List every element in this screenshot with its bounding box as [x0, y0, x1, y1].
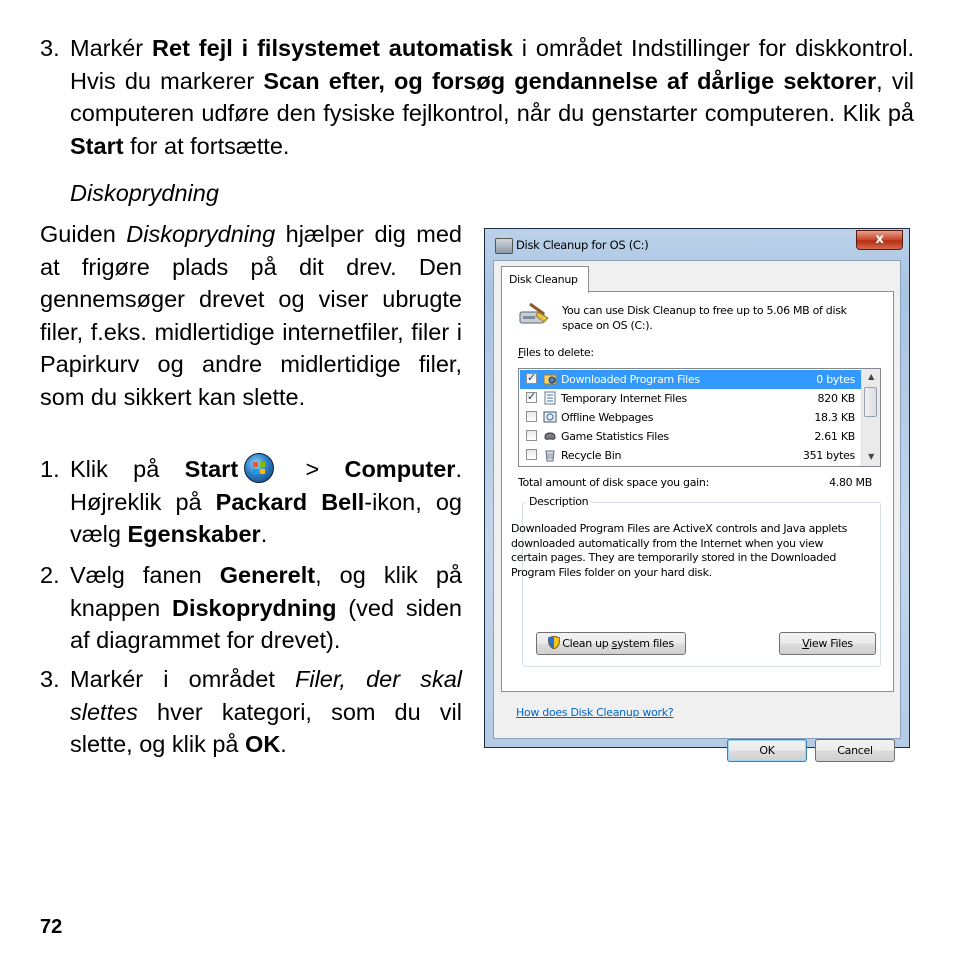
- checkbox[interactable]: [526, 411, 537, 422]
- intro-paragraph: Guiden Diskoprydning hjælper dig med at frigøre plads på dit drev. Den gennemsøger drevet og viser ubrugte filer, f.eks. midlertidige internetfiler, filer i Papirkurv og andre midlertidige filer, som du sikkert kan slette.: [40, 221, 462, 410]
- checkbox[interactable]: [526, 449, 537, 460]
- list-number: 3.: [40, 666, 60, 692]
- tab-panel: [501, 291, 894, 692]
- drive-icon: [495, 238, 513, 254]
- step-text: Klik på Start > Computer. Højreklik på Packard Bell-ikon, og vælg Egenskaber.: [70, 453, 462, 551]
- list-item[interactable]: Game Statistics Files 2.61 KB: [520, 427, 861, 446]
- help-link[interactable]: How does Disk Cleanup work?: [516, 706, 674, 719]
- list-item[interactable]: Recycle Bin 351 bytes: [520, 446, 861, 465]
- view-files-button[interactable]: View Files: [779, 632, 876, 655]
- list-item[interactable]: ✓ Downloaded Program Files 0 bytes: [520, 370, 861, 389]
- page-icon: [543, 391, 557, 405]
- offline-page-icon: [543, 410, 557, 424]
- step-text: Vælg fanen Generelt, og klik på knappen Diskoprydning (ved siden af diagrammet for drevet).: [70, 562, 463, 653]
- checkbox[interactable]: [526, 392, 537, 403]
- scroll-down-icon[interactable]: ▼: [868, 452, 874, 461]
- cancel-button[interactable]: Cancel: [815, 739, 895, 762]
- clean-up-system-files-button[interactable]: Clean up system files: [536, 632, 686, 655]
- top-item-text: Markér Ret fejl i filsystemet automatisk i området Indstillinger for diskkontrol. Hvis du markerer Scan efter, og forsøg gendannelse af dårlige sektorer, vil computeren udføre den fysiske fejlkontrol, når du genstarter computeren. Klik på Start for at fortsætte.: [70, 35, 915, 159]
- list-number: 1.: [40, 456, 60, 482]
- window-title: Disk Cleanup for OS (C:): [516, 238, 649, 252]
- list-item[interactable]: ✓ Temporary Internet Files 820 KB: [520, 389, 861, 408]
- disk-cleanup-icon: [516, 302, 550, 326]
- tab-disk-cleanup[interactable]: Disk Cleanup: [501, 266, 589, 293]
- disk-cleanup-dialog: [484, 228, 910, 757]
- game-controller-icon: [543, 429, 557, 443]
- dialog-client-area: [493, 260, 901, 757]
- list-number: 2.: [40, 562, 60, 588]
- intro-text: You can use Disk Cleanup to free up to 5.06 MB of disk space on OS (C:).: [562, 304, 847, 332]
- description-label: Description: [526, 495, 591, 508]
- title-bar[interactable]: [485, 229, 909, 259]
- folder-gear-icon: [543, 372, 557, 386]
- shield-icon: [548, 636, 560, 649]
- recycle-bin-icon: [543, 448, 557, 462]
- files-listbox[interactable]: [518, 368, 881, 467]
- list-number: 3.: [40, 35, 60, 61]
- vertical-scrollbar[interactable]: [861, 369, 880, 466]
- close-button[interactable]: x: [856, 230, 903, 250]
- scroll-up-icon[interactable]: ▲: [868, 372, 874, 381]
- step-1: [40, 453, 462, 551]
- total-value: 4.80 MB: [829, 476, 872, 489]
- ok-button[interactable]: OK: [727, 739, 807, 762]
- total-label: Total amount of disk space you gain:: [518, 476, 709, 489]
- section-heading: Diskoprydning: [70, 180, 219, 206]
- step-2: [40, 559, 462, 657]
- description-text: Downloaded Program Files are ActiveX controls and Java applets downloaded automatically from the Internet when you view certain pages. They are temporarily stored in the Downloaded Program Files folder on your hard disk.: [511, 522, 848, 579]
- page-number: 72: [40, 916, 63, 938]
- checkbox[interactable]: [526, 373, 537, 384]
- files-to-delete-label: Files to delete:: [518, 346, 594, 359]
- step-text: Markér i området Filer, der skal slettes hver kategori, som du vil slette, og klik på OK.: [70, 666, 462, 757]
- checkbox[interactable]: [526, 430, 537, 441]
- windows-start-icon: [244, 453, 274, 483]
- top-list-item: [40, 32, 914, 162]
- scroll-thumb[interactable]: [864, 387, 877, 417]
- list-item[interactable]: Offline Webpages 18.3 KB: [520, 408, 861, 427]
- step-3: [40, 663, 462, 761]
